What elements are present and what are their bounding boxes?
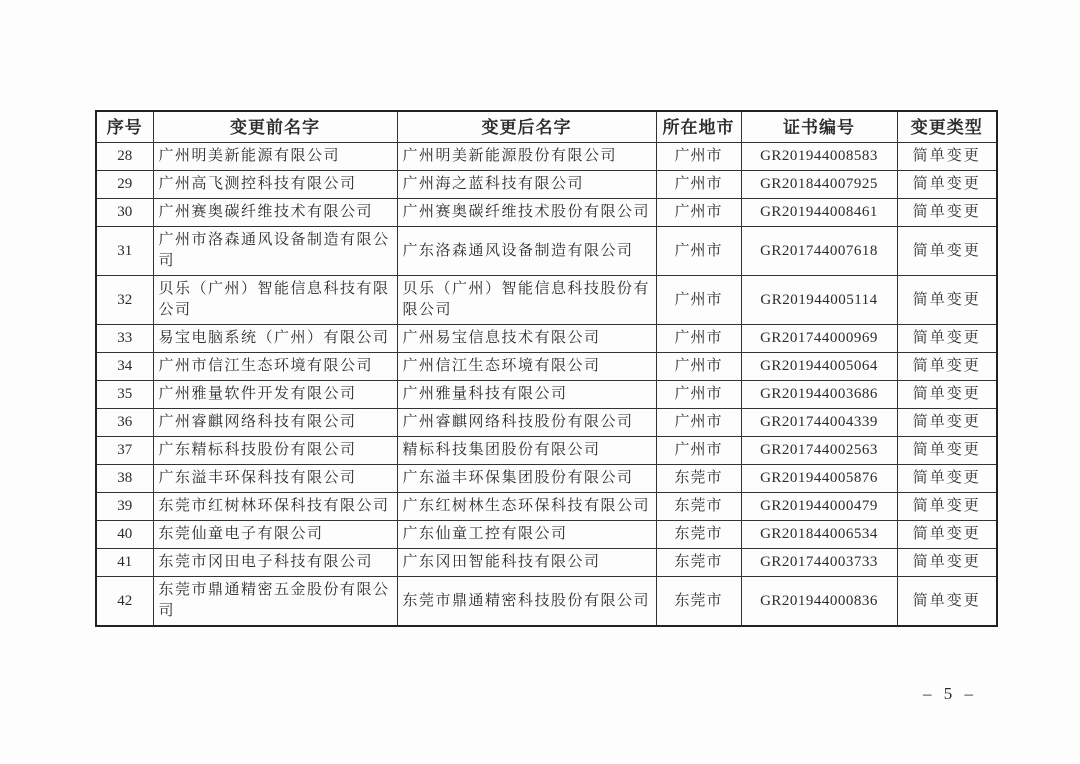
- cell-change-type: 简单变更: [897, 521, 997, 549]
- cell-serial: 34: [96, 353, 153, 381]
- cell-serial: 37: [96, 437, 153, 465]
- table-row: [96, 143, 997, 171]
- cell-cert-number: GR201944005114: [741, 276, 897, 325]
- cell-city: 东莞市: [656, 577, 741, 627]
- cell-change-type: 简单变更: [897, 381, 997, 409]
- cell-serial: 28: [96, 143, 153, 171]
- table-row: [96, 549, 997, 577]
- cell-name-after: 贝乐（广州）智能信息科技股份有限公司: [397, 276, 656, 325]
- cell-name-after: 广东洛森通风设备制造有限公司: [397, 227, 656, 276]
- header-serial: 序号: [96, 111, 153, 143]
- cell-name-after: 广州睿麒网络科技股份有限公司: [397, 409, 656, 437]
- table-row: [96, 577, 997, 627]
- cell-city: 广州市: [656, 199, 741, 227]
- cell-name-before: 广州高飞测控科技有限公司: [153, 171, 397, 199]
- cell-cert-number: GR201944008461: [741, 199, 897, 227]
- cell-change-type: 简单变更: [897, 465, 997, 493]
- cell-serial: 31: [96, 227, 153, 276]
- cell-name-after: 东莞市鼎通精密科技股份有限公司: [397, 577, 656, 627]
- cell-serial: 30: [96, 199, 153, 227]
- cell-change-type: 简单变更: [897, 493, 997, 521]
- cell-serial: 33: [96, 325, 153, 353]
- cell-city: 广州市: [656, 227, 741, 276]
- header-change-type: 变更类型: [897, 111, 997, 143]
- cell-cert-number: GR201944005064: [741, 353, 897, 381]
- cell-name-after: 广东溢丰环保集团股份有限公司: [397, 465, 656, 493]
- cell-city: 广州市: [656, 353, 741, 381]
- table-row: [96, 227, 997, 276]
- cell-cert-number: GR201944008583: [741, 143, 897, 171]
- table-row: [96, 325, 997, 353]
- cell-serial: 35: [96, 381, 153, 409]
- cell-name-before: 广州市信江生态环境有限公司: [153, 353, 397, 381]
- table-row: [96, 276, 997, 325]
- cell-cert-number: GR201744003733: [741, 549, 897, 577]
- cell-name-before: 易宝电脑系统（广州）有限公司: [153, 325, 397, 353]
- cell-city: 广州市: [656, 409, 741, 437]
- cell-name-before: 广州雅量软件开发有限公司: [153, 381, 397, 409]
- cell-change-type: 简单变更: [897, 143, 997, 171]
- company-name-change-table: [95, 110, 998, 627]
- cell-serial: 39: [96, 493, 153, 521]
- cell-change-type: 简单变更: [897, 409, 997, 437]
- cell-serial: 32: [96, 276, 153, 325]
- table-row: [96, 353, 997, 381]
- cell-name-after: 广东仙童工控有限公司: [397, 521, 656, 549]
- cell-name-after: 广州赛奥碳纤维技术股份有限公司: [397, 199, 656, 227]
- cell-city: 广州市: [656, 276, 741, 325]
- cell-change-type: 简单变更: [897, 325, 997, 353]
- table-header-row: [96, 111, 997, 143]
- cell-cert-number: GR201944000479: [741, 493, 897, 521]
- change-table-body: [96, 143, 997, 627]
- cell-cert-number: GR201844007925: [741, 171, 897, 199]
- cell-name-before: 东莞市冈田电子科技有限公司: [153, 549, 397, 577]
- cell-serial: 40: [96, 521, 153, 549]
- header-cert-number: 证书编号: [741, 111, 897, 143]
- cell-name-after: 精标科技集团股份有限公司: [397, 437, 656, 465]
- cell-name-after: 广州雅量科技有限公司: [397, 381, 656, 409]
- header-name-before: 变更前名字: [153, 111, 397, 143]
- cell-cert-number: GR201744007618: [741, 227, 897, 276]
- cell-city: 广州市: [656, 437, 741, 465]
- cell-cert-number: GR201944005876: [741, 465, 897, 493]
- cell-name-after: 广州易宝信息技术有限公司: [397, 325, 656, 353]
- cell-city: 东莞市: [656, 549, 741, 577]
- cell-name-before: 广东溢丰环保科技有限公司: [153, 465, 397, 493]
- cell-serial: 36: [96, 409, 153, 437]
- cell-name-before: 广州睿麒网络科技有限公司: [153, 409, 397, 437]
- cell-serial: 42: [96, 577, 153, 627]
- cell-cert-number: GR201944003686: [741, 381, 897, 409]
- cell-cert-number: GR201744002563: [741, 437, 897, 465]
- cell-name-before: 广东精标科技股份有限公司: [153, 437, 397, 465]
- cell-city: 东莞市: [656, 521, 741, 549]
- header-city: 所在地市: [656, 111, 741, 143]
- cell-name-before: 贝乐（广州）智能信息科技有限公司: [153, 276, 397, 325]
- cell-cert-number: GR201844006534: [741, 521, 897, 549]
- cell-city: 东莞市: [656, 493, 741, 521]
- cell-change-type: 简单变更: [897, 437, 997, 465]
- cell-cert-number: GR201944000836: [741, 577, 897, 627]
- cell-change-type: 简单变更: [897, 276, 997, 325]
- cell-cert-number: GR201744004339: [741, 409, 897, 437]
- cell-name-after: 广东冈田智能科技有限公司: [397, 549, 656, 577]
- cell-change-type: 简单变更: [897, 171, 997, 199]
- cell-name-before: 东莞仙童电子有限公司: [153, 521, 397, 549]
- cell-cert-number: GR201744000969: [741, 325, 897, 353]
- cell-city: 广州市: [656, 143, 741, 171]
- cell-serial: 29: [96, 171, 153, 199]
- cell-name-before: 广州赛奥碳纤维技术有限公司: [153, 199, 397, 227]
- cell-name-before: 广州市洛森通风设备制造有限公司: [153, 227, 397, 276]
- cell-change-type: 简单变更: [897, 227, 997, 276]
- table-row: [96, 465, 997, 493]
- header-name-after: 变更后名字: [397, 111, 656, 143]
- table-row: [96, 171, 997, 199]
- table-row: [96, 521, 997, 549]
- table-row: [96, 493, 997, 521]
- page-number: – 5 –: [923, 684, 977, 703]
- cell-change-type: 简单变更: [897, 549, 997, 577]
- table-row: [96, 199, 997, 227]
- cell-name-before: 东莞市红树林环保科技有限公司: [153, 493, 397, 521]
- cell-serial: 38: [96, 465, 153, 493]
- cell-change-type: 简单变更: [897, 199, 997, 227]
- table-row: [96, 381, 997, 409]
- cell-serial: 41: [96, 549, 153, 577]
- cell-city: 广州市: [656, 325, 741, 353]
- cell-name-after: 广州海之蓝科技有限公司: [397, 171, 656, 199]
- cell-name-after: 广东红树林生态环保科技有限公司: [397, 493, 656, 521]
- cell-name-before: 广州明美新能源有限公司: [153, 143, 397, 171]
- cell-name-after: 广州信江生态环境有限公司: [397, 353, 656, 381]
- cell-change-type: 简单变更: [897, 353, 997, 381]
- table-row: [96, 409, 997, 437]
- cell-city: 广州市: [656, 381, 741, 409]
- cell-city: 广州市: [656, 171, 741, 199]
- cell-city: 东莞市: [656, 465, 741, 493]
- cell-change-type: 简单变更: [897, 577, 997, 627]
- cell-name-after: 广州明美新能源股份有限公司: [397, 143, 656, 171]
- cell-name-before: 东莞市鼎通精密五金股份有限公司: [153, 577, 397, 627]
- table-row: [96, 437, 997, 465]
